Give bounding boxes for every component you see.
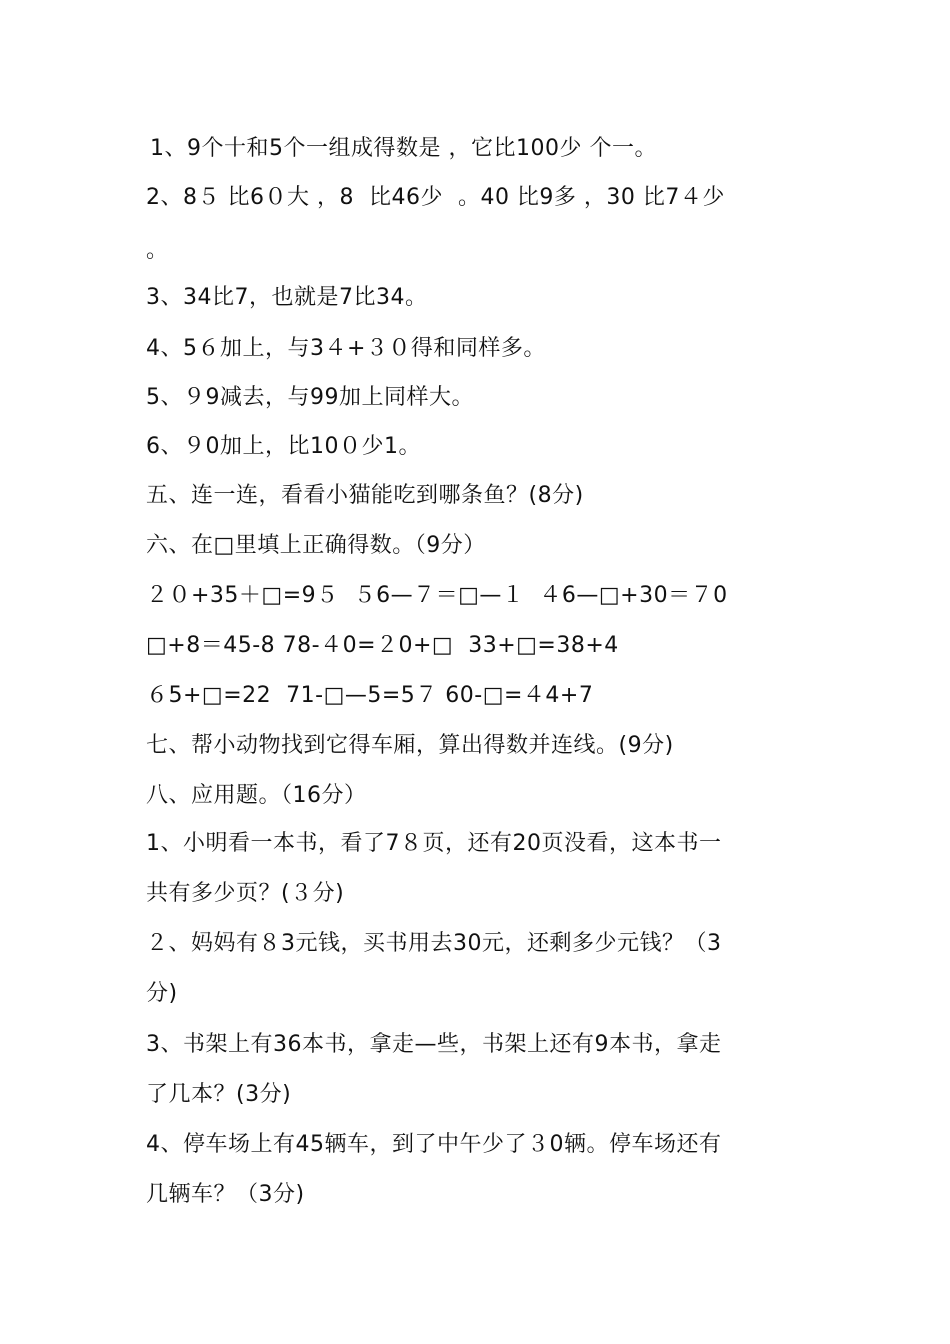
fill-blank-item-1: 1、9个十和5个一组成得数是 ，它比100少 个一。 (150, 136, 657, 161)
section-6-heading: 六、在□里填上正确得数。（9分） (146, 533, 486, 558)
equation-row-2: □+8＝45-8 78-４0=２0+□ 33+□=38+4 (146, 633, 619, 658)
fill-blank-item-2-cont: 。 (146, 238, 169, 263)
fill-blank-item-4: 4、5６加上，与3４+３０得和同样多。 (146, 336, 546, 361)
word-problem-2-cont: 分) (146, 981, 178, 1006)
word-problem-4: 4、停车场上有45辆车，到了中午少了３0辆。停车场还有 (146, 1132, 722, 1157)
fill-blank-item-2: 2、8５ 比6０大 ，8 比46少 。40 比9多 ，30 比7４少 (146, 185, 725, 210)
word-problem-1-cont: 共有多少页？(３分) (146, 881, 345, 906)
word-problem-2: ２、妈妈有８3元钱，买书用去30元，还剩多少元钱？（3 (146, 931, 722, 956)
fill-blank-item-5: 5、９9减去，与99加上同样大。 (146, 385, 474, 410)
fill-blank-item-6: 6、９0加上，比10０少1。 (146, 434, 421, 459)
word-problem-1: 1、小明看一本书，看了7８页，还有20页没看，这本书一 (146, 831, 722, 856)
section-5-heading: 五、连一连，看看小猫能吃到哪条鱼？(8分) (146, 483, 584, 508)
word-problem-3-cont: 了几本？(3分) (146, 1082, 292, 1107)
equation-row-1: ２０+35＋□=9５ ５6—７＝□—１ ４6—□+30＝７0 (146, 583, 728, 608)
fill-blank-item-3: 3、34比7，也就是7比34。 (146, 285, 428, 310)
word-problem-3: 3、书架上有36本书，拿走—些，书架上还有9本书，拿走 (146, 1032, 722, 1057)
section-8-heading: 八、应用题。（16分） (146, 783, 367, 808)
section-7-heading: 七、帮小动物找到它得车厢，算出得数并连线。(9分) (146, 733, 674, 758)
equation-row-3: ６5+□=22 71-□—5=5７ 60-□=４4+7 (146, 683, 594, 708)
word-problem-4-cont: 几辆车？（3分) (146, 1182, 305, 1207)
